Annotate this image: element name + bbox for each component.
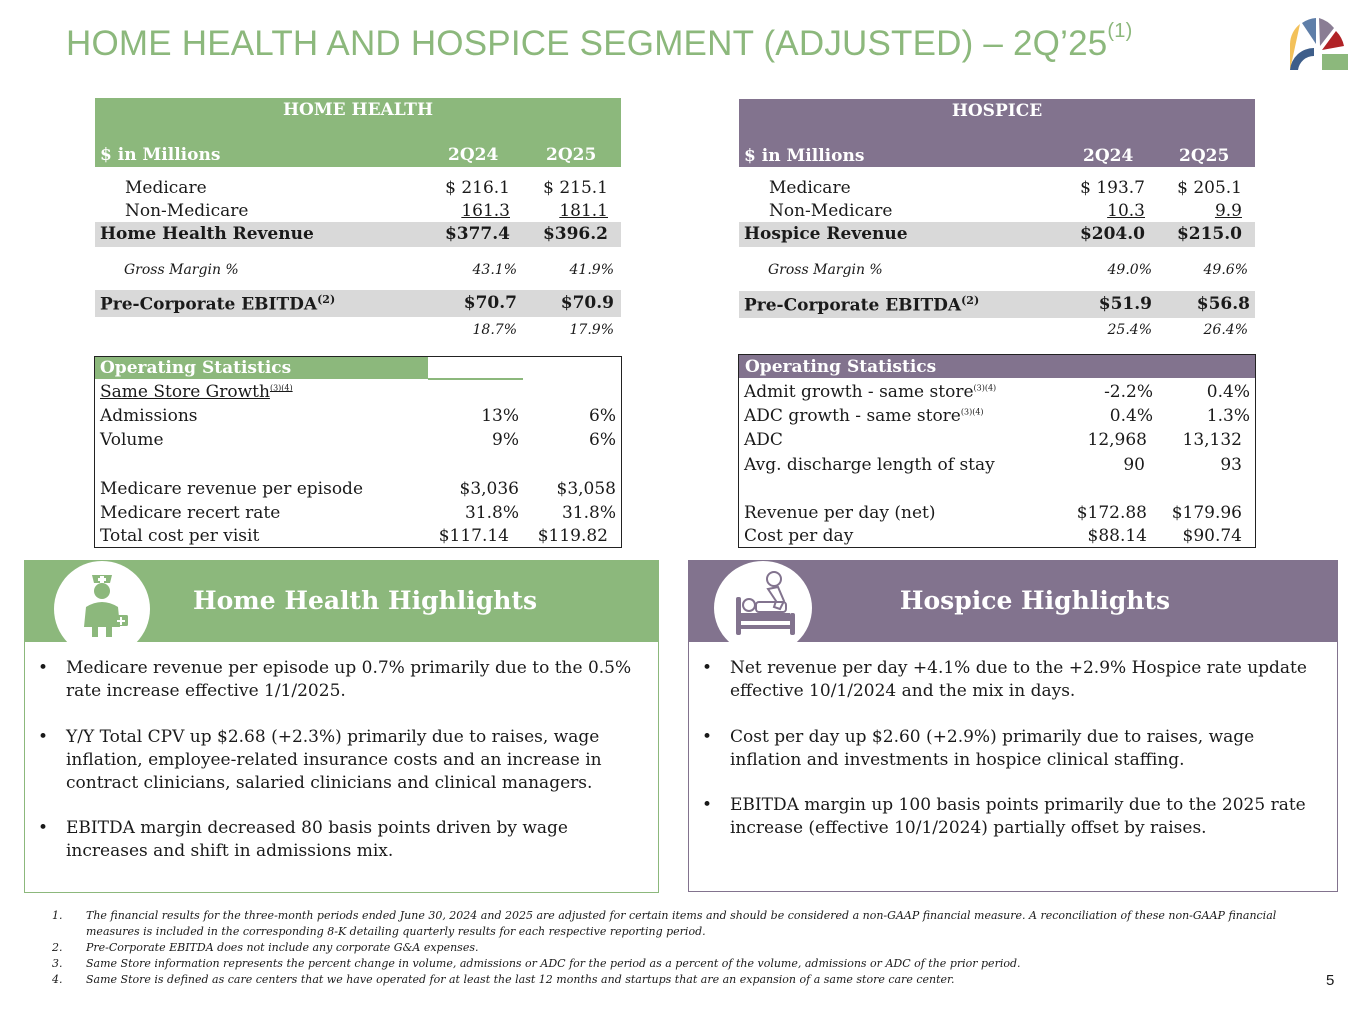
hh-recert-2q24: 31.8% bbox=[464, 503, 519, 523]
hh-medicare-2q25: $ 215.1 bbox=[543, 178, 608, 198]
hh-ebitda-label: Pre-Corporate EBITDA$^{(2)}$ bbox=[100, 293, 336, 315]
hh-cpv-label: Total cost per visit bbox=[100, 526, 260, 546]
hs-cpd-2q24: $88.14 bbox=[1087, 526, 1147, 546]
hh-ops-header-rule bbox=[428, 378, 523, 380]
hh-ops-header: Operating Statistics bbox=[100, 358, 292, 378]
hh-rpe-2q25: $3,058 bbox=[556, 479, 616, 499]
hs-ebitda-2q25: $56.8 bbox=[1196, 294, 1250, 314]
hh-gm-2q24: 43.1% bbox=[472, 262, 517, 278]
hs-revenue-label: Hospice Revenue bbox=[744, 224, 908, 244]
hh-highlights-title: Home Health Highlights bbox=[192, 586, 538, 615]
hh-volume-label: Volume bbox=[100, 430, 164, 450]
hh-ebitda-2q25: $70.9 bbox=[560, 293, 614, 313]
hh-ebitda-pct-2q24: 18.7% bbox=[472, 322, 517, 338]
hh-rpe-2q24: $3,036 bbox=[459, 479, 519, 499]
hs-adc-2q24: 12,968 bbox=[1087, 430, 1147, 450]
hs-highlights-title: Hospice Highlights bbox=[899, 586, 1171, 615]
hospice-title: HOSPICE bbox=[951, 101, 1043, 121]
company-logo bbox=[1286, 14, 1350, 74]
hh-bullet-1: • Medicare revenue per episode up 0.7% primarily due to the 0.5% rate increase effective 1/1/2025. bbox=[38, 658, 632, 701]
hh-admissions-2q24: 13% bbox=[481, 406, 519, 426]
hs-alos-2q25: 93 bbox=[1220, 455, 1242, 475]
hh-units-label: $ in Millions bbox=[100, 145, 221, 165]
hs-col-2q25: 2Q25 bbox=[1179, 146, 1230, 166]
hh-cpv-2q25: $119.82 bbox=[537, 526, 608, 546]
home-health-title: HOME HEALTH bbox=[282, 100, 434, 120]
hh-recert-label: Medicare recert rate bbox=[100, 503, 281, 523]
title-footnote-ref: (1) bbox=[1107, 20, 1133, 42]
hs-revenue-2q24: $204.0 bbox=[1079, 224, 1145, 244]
hs-icon-circle bbox=[714, 561, 812, 655]
hh-gm-label: Gross Margin % bbox=[124, 262, 239, 278]
hs-bullet-2: • Cost per day up $2.60 (+2.9%) primarily due to raises, wage inflation and investments in hospice clinical staffing. bbox=[702, 727, 1255, 770]
hs-revenue-2q25: $215.0 bbox=[1176, 224, 1242, 244]
hs-cpd-label: Cost per day bbox=[744, 526, 854, 546]
hs-adc-label: ADC bbox=[744, 430, 783, 450]
hs-alos-label: Avg. discharge length of stay bbox=[744, 455, 995, 475]
hh-revenue-2q25: $396.2 bbox=[542, 224, 608, 244]
hs-ebitda-label: Pre-Corporate EBITDA$^{(2)}$ bbox=[744, 294, 980, 316]
hs-nonmedicare-2q25: 9.9 bbox=[1214, 201, 1242, 221]
hs-units-label: $ in Millions bbox=[744, 146, 865, 166]
hh-medicare-label: Medicare bbox=[125, 178, 207, 198]
hh-volume-2q24: 9% bbox=[492, 430, 519, 450]
hh-ssg-label: Same Store Growth$^{(3)(4)}$ bbox=[100, 382, 293, 402]
hs-ebitda-2q24: $51.9 bbox=[1098, 294, 1152, 314]
hs-medicare-2q25: $ 205.1 bbox=[1177, 178, 1242, 198]
hs-medicare-2q24: $ 193.7 bbox=[1080, 178, 1145, 198]
hospice-bed-icon bbox=[714, 561, 812, 655]
hh-ebitda-pct-2q25: 17.9% bbox=[569, 322, 614, 338]
footnote-2: 2. Pre-Corporate EBITDA does not include any corporate G&A expenses. bbox=[52, 941, 479, 954]
hs-nonmedicare-2q24: 10.3 bbox=[1107, 201, 1145, 221]
hs-adcg-2q25: 1.3% bbox=[1206, 406, 1250, 426]
hs-admit-2q24: -2.2% bbox=[1104, 382, 1153, 402]
hs-bullet-1: • Net revenue per day +4.1% due to the +2.9% Hospice rate update effective 10/1/2024 and the mix in days. bbox=[702, 658, 1307, 701]
hs-cpd-2q25: $90.74 bbox=[1182, 526, 1242, 546]
hh-nonmedicare-2q25: 181.1 bbox=[559, 201, 608, 221]
hh-volume-2q25: 6% bbox=[589, 430, 616, 450]
hs-admit-2q25: 0.4% bbox=[1206, 382, 1250, 402]
page-number: 5 bbox=[1326, 972, 1335, 989]
hs-gm-label: Gross Margin % bbox=[768, 262, 883, 278]
hh-medicare-2q24: $ 216.1 bbox=[445, 178, 510, 198]
hh-ebitda-2q24: $70.7 bbox=[463, 293, 517, 313]
hs-rpd-2q24: $172.88 bbox=[1076, 503, 1147, 523]
hh-recert-2q25: 31.8% bbox=[561, 503, 616, 523]
hs-adcg-label: ADC growth - same store$^{(3)(4)}$ bbox=[744, 406, 984, 426]
hs-rpd-label: Revenue per day (net) bbox=[744, 503, 936, 523]
hh-nonmedicare-2q24: 161.3 bbox=[461, 201, 510, 221]
hs-medicare-label: Medicare bbox=[769, 178, 851, 198]
hs-adcg-2q24: 0.4% bbox=[1109, 406, 1153, 426]
hh-gm-2q25: 41.9% bbox=[569, 262, 614, 278]
hs-ebitda-pct-2q24: 25.4% bbox=[1107, 322, 1152, 338]
hs-ebitda-pct-2q25: 26.4% bbox=[1203, 322, 1248, 338]
footnote-4: 4. Same Store is defined as care centers that we have operated for at least the last 12 months and startups that are an expansion of a same store care center. bbox=[52, 973, 955, 986]
hs-gm-2q25: 49.6% bbox=[1203, 262, 1248, 278]
hh-admissions-2q25: 6% bbox=[589, 406, 616, 426]
hs-admit-label: Admit growth - same store$^{(3)(4)}$ bbox=[744, 382, 997, 402]
hh-cpv-2q24: $117.14 bbox=[438, 526, 509, 546]
hh-revenue-2q24: $377.4 bbox=[444, 224, 510, 244]
hh-admissions-label: Admissions bbox=[100, 406, 198, 426]
footnote-3: 3. Same Store information represents the percent change in volume, admissions or ADC for the period as a percent of the volume, admissions or ADC of the prior period. bbox=[52, 957, 1021, 970]
hh-rpe-label: Medicare revenue per episode bbox=[100, 479, 364, 499]
hh-col-2q25: 2Q25 bbox=[546, 145, 597, 165]
hh-bullet-3: • EBITDA margin decreased 80 basis points driven by wage increases and shift in admissions mix. bbox=[38, 818, 568, 861]
hh-revenue-label: Home Health Revenue bbox=[100, 224, 314, 244]
hh-col-2q24: 2Q24 bbox=[448, 145, 499, 165]
hs-col-2q24: 2Q24 bbox=[1083, 146, 1134, 166]
hs-nonmedicare-label: Non-Medicare bbox=[769, 201, 893, 221]
hs-bullet-3: • EBITDA margin up 100 basis points primarily due to the 2025 rate increase (effective 10/1/2024) partially offset by raises. bbox=[702, 795, 1306, 838]
hh-icon-circle bbox=[54, 561, 150, 657]
hs-adc-2q25: 13,132 bbox=[1182, 430, 1242, 450]
hs-ops-header: Operating Statistics bbox=[745, 357, 937, 377]
hs-gm-2q24: 49.0% bbox=[1107, 262, 1152, 278]
hh-nonmedicare-label: Non-Medicare bbox=[125, 201, 249, 221]
page-title: HOME HEALTH AND HOSPICE SEGMENT (ADJUSTED) – 2Q’25$^{(1)}$ bbox=[66, 20, 1133, 63]
nurse-icon bbox=[54, 561, 150, 657]
hs-alos-2q24: 90 bbox=[1123, 455, 1145, 475]
hs-rpd-2q25: $179.96 bbox=[1171, 503, 1242, 523]
hh-bullet-2: • Y/Y Total CPV up $2.68 (+2.3%) primarily due to raises, wage inflation, employee-related insurance costs and an increase in contract clinicians, salaried clinicians and clinical managers. bbox=[38, 727, 602, 793]
footnote-1: 1. The financial results for the three-month periods ended June 30, 2024 and 2025 are adjusted for certain items and should be considered a non-GAAP financial measure. A reconciliation of these non-GAAP financial measures is included in the corresponding 8-K detailing quarterly results for each respective reporting period. bbox=[52, 909, 1277, 938]
